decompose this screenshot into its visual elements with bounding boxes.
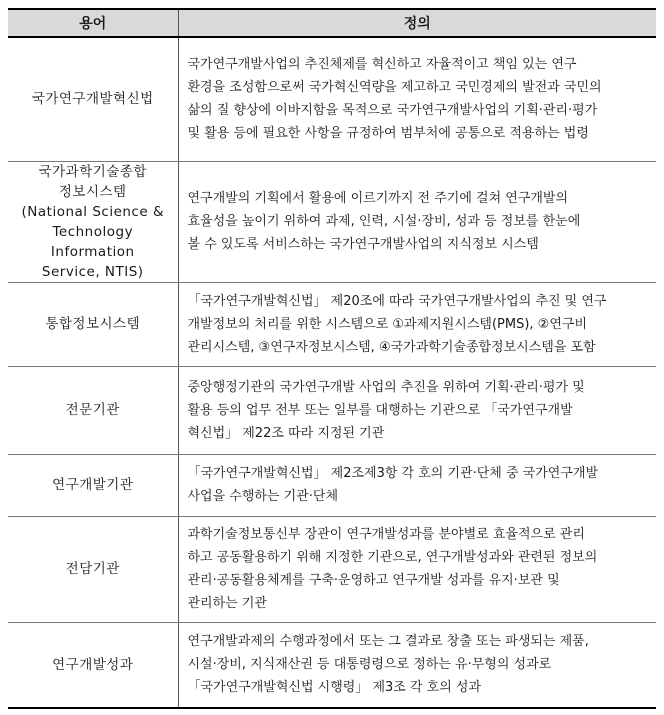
definition-line: 및 활용 등에 필요한 사항을 규정하여 범부처에 공통으로 적용하는 법령 bbox=[187, 126, 589, 142]
term-cell bbox=[8, 161, 178, 282]
term-cell bbox=[8, 366, 178, 454]
definition-line: 국가연구개발사업의 추진체제를 혁신하고 자율적이고 책임 있는 연구 bbox=[187, 57, 577, 73]
term-cell bbox=[8, 516, 178, 622]
term-line: 통합정보시스템 bbox=[45, 316, 141, 332]
term-cell bbox=[8, 282, 178, 366]
header-term: 용어 bbox=[8, 9, 178, 37]
definition-line: 하고 공동활용하기 위해 지정한 기관으로, 연구개발성과와 관련된 정보의 bbox=[187, 550, 598, 565]
definition-cell bbox=[178, 622, 656, 708]
term-cell bbox=[8, 622, 178, 708]
term-cell bbox=[8, 37, 178, 161]
definition-line: 과학기술정보통신부 장관이 연구개발성과를 분야별로 효율적으로 관리 bbox=[187, 527, 585, 542]
term-line: 연구개발성과 bbox=[52, 656, 134, 673]
table-row bbox=[8, 622, 656, 708]
definition-line: 관리·공동활용체계를 구축·운영하고 연구개발 성과를 유지·보관 및 bbox=[187, 573, 560, 588]
definition-line: 시설·장비, 지식재산권 등 대통령령으로 정하는 유·무형의 성과로 bbox=[187, 657, 552, 673]
definition-cell bbox=[178, 282, 656, 366]
term-line: 정보시스템 bbox=[58, 183, 127, 200]
definition-line: 활용 등의 업무 전부 또는 일부를 대행하는 기관으로 「국가연구개발 bbox=[187, 402, 573, 418]
definition-line: 「국가연구개발혁신법 시행령」 제3조 각 호의 성과 bbox=[187, 680, 482, 696]
header-row bbox=[8, 9, 656, 37]
header-definition: 정의 bbox=[178, 9, 656, 37]
definition-line: 관리시스템, ③연구자정보시스템, ④국가과학기술종합정보시스템을 포함 bbox=[187, 339, 596, 355]
definition-cell bbox=[178, 161, 656, 282]
definition-line: 연구개발과제의 수행과정에서 또는 그 결과로 창출 또는 파생되는 제품, bbox=[187, 634, 589, 650]
definition-line: 「국가연구개발혁신법」 제20조에 따라 국가연구개발사업의 추진 및 연구 bbox=[187, 293, 607, 309]
definition-line: 볼 수 있도록 서비스하는 국가연구개발사업의 지식정보 시스템 bbox=[187, 237, 539, 252]
definition-line: 혁신법」 제22조 따라 지정된 기관 bbox=[187, 425, 385, 441]
term-line: 국가연구개발혁신법 bbox=[31, 91, 154, 108]
term-line: 국가과학기술종합 bbox=[38, 163, 147, 180]
definition-line: 삶의 질 향상에 이바지함을 목적으로 국가연구개발사업의 기획·관리·평가 bbox=[187, 103, 598, 119]
definition-line: 개발정보의 처리를 위한 시스템으로 ①과제지원시스템(PMS), ②연구비 bbox=[187, 316, 588, 332]
term-line: Service, NTIS) bbox=[41, 263, 144, 280]
definition-line: 중앙행정기관의 국가연구개발 사업의 추진을 위하여 기획·관리·평가 및 bbox=[187, 379, 585, 395]
term-cell bbox=[8, 454, 178, 516]
definition-line: 효율성을 높이기 위하여 과제, 인력, 시설·장비, 성과 등 정보를 한눈에 bbox=[187, 214, 581, 229]
table-row bbox=[8, 37, 656, 161]
table-row bbox=[8, 366, 656, 454]
definition-cell bbox=[178, 454, 656, 516]
table-row bbox=[8, 161, 656, 282]
term-line: (National Science & bbox=[21, 203, 164, 220]
definition-line: 사업을 수행하는 기관·단체 bbox=[187, 489, 339, 504]
definition-line: 「국가연구개발혁신법」 제2조제3항 각 호의 기관·단체 중 국가연구개발 bbox=[187, 466, 599, 481]
table-row bbox=[8, 454, 656, 516]
definition-line: 연구개발의 기획에서 활용에 이르기까지 전 주기에 걸쳐 연구개발의 bbox=[187, 191, 569, 206]
term-line: 전문기관 bbox=[65, 402, 120, 418]
definitions-table bbox=[8, 8, 656, 709]
table-row bbox=[8, 282, 656, 366]
definition-line: 관리하는 기관 bbox=[187, 596, 267, 611]
term-line: 전담기관 bbox=[65, 561, 120, 577]
definition-cell bbox=[178, 366, 656, 454]
term-line: 연구개발기관 bbox=[52, 477, 134, 493]
definition-cell bbox=[178, 37, 656, 161]
term-line: Technology Information bbox=[50, 223, 135, 260]
table-row bbox=[8, 516, 656, 622]
definition-cell bbox=[178, 516, 656, 622]
definition-line: 환경을 조성함으로써 국가혁신역량을 제고하고 국민경제의 발전과 국민의 bbox=[187, 80, 602, 96]
